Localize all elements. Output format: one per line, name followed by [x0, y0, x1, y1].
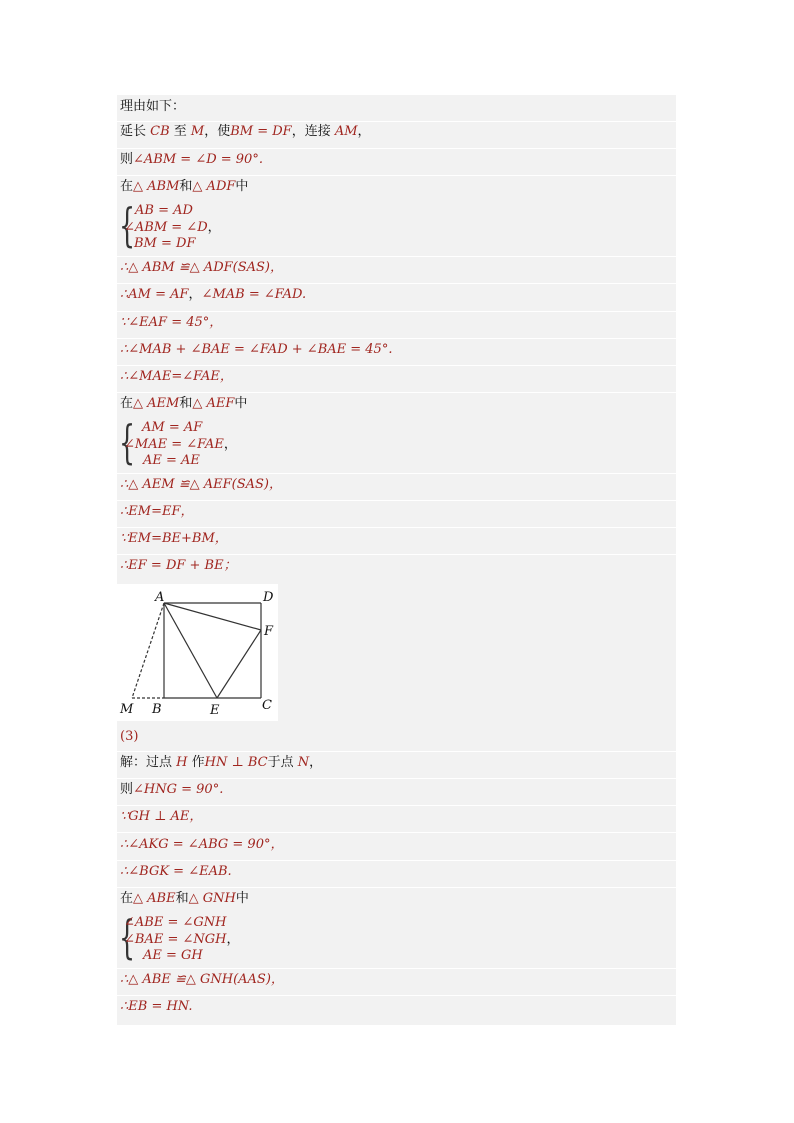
line-22: ∴△ ABE ≌△ GNH(AAS)，: [120, 972, 284, 987]
text-fragment: ，: [309, 755, 323, 770]
math-fragment: .: [258, 152, 263, 167]
equation-system: [119, 198, 319, 254]
math-fragment: CB: [150, 124, 170, 139]
line-18: ∵GH ⊥ AE，: [120, 809, 203, 824]
text-fragment: 在: [120, 891, 134, 906]
math-fragment: △ AEF: [192, 396, 235, 411]
part-number: (3): [120, 729, 139, 744]
system-row: BM = DF: [134, 236, 196, 251]
text-line: [120, 151, 263, 169]
text-line: [120, 314, 222, 332]
divider: [117, 256, 676, 257]
divider: [117, 311, 676, 312]
math-fragment: .: [219, 782, 224, 797]
math-fragment: ∠MAB = ∠FAD: [201, 287, 302, 302]
line-11: ∴△ AEM ≌△ AEF(SAS)，: [120, 477, 282, 492]
text-line: [120, 863, 232, 881]
text-fragment: 在: [120, 179, 134, 194]
line-8: ∴∠MAB + ∠BAE = ∠FAD + ∠BAE = 45°.: [120, 342, 393, 357]
math-fragment: △ ADF: [192, 179, 236, 194]
line-7: ∵∠EAF = 45°，: [120, 315, 223, 330]
text-line: [120, 781, 223, 799]
text-fragment: ，使: [204, 124, 231, 139]
text-line: [120, 476, 282, 494]
text-line: [120, 728, 138, 746]
text-line: [120, 259, 283, 277]
text-line: [120, 178, 248, 196]
line-20: ∴∠BGK = ∠EAB.: [120, 864, 232, 879]
segment-ae: [164, 603, 217, 698]
system-row: AM = AF: [142, 420, 203, 435]
text-line: [120, 286, 306, 304]
label-d: D: [263, 590, 274, 605]
text-fragment: 延长: [120, 124, 151, 139]
divider: [117, 751, 676, 752]
segment-am-dashed: [132, 603, 164, 698]
text-fragment: 和: [179, 179, 193, 194]
square-diagram: [117, 584, 278, 721]
divider: [117, 121, 676, 122]
system-row: AB = AD: [135, 203, 193, 218]
text-line: [120, 754, 322, 772]
divider: [117, 175, 676, 176]
text-line: [120, 123, 371, 141]
line-9: ∴∠MAE=∠FAE，: [120, 369, 233, 384]
divider: [117, 283, 676, 284]
text-fragment: 则: [120, 152, 134, 167]
text-fragment: 和: [179, 396, 193, 411]
text-fragment: 中: [235, 891, 249, 906]
text-fragment: 和: [175, 891, 189, 906]
divider: [117, 365, 676, 366]
system-row: AE = GH: [143, 948, 203, 963]
label-a: A: [155, 590, 165, 605]
line-23: ∴EB = HN.: [120, 999, 193, 1014]
left-brace: {: [119, 198, 136, 252]
text-line: [120, 368, 233, 386]
line-12: ∴EM=EF，: [120, 504, 194, 519]
text-line: [120, 341, 392, 359]
divider: [117, 860, 676, 861]
text-line: [120, 98, 185, 116]
math-fragment: ∠ABM = ∠D = 90°: [133, 152, 259, 167]
math-fragment: BM = DF: [230, 124, 292, 139]
text-line: [120, 395, 247, 413]
equation-system: [119, 910, 319, 966]
text-fragment: 解：过点: [120, 755, 177, 770]
text-fragment: ，: [226, 932, 240, 947]
label-c: C: [262, 698, 272, 713]
math-fragment: △ GNH: [188, 891, 236, 906]
text-fragment: 于点: [267, 755, 298, 770]
divider: [117, 473, 676, 474]
math-fragment: H: [176, 755, 188, 770]
line-1: 理由如下：: [120, 99, 186, 114]
math-fragment: M: [190, 124, 205, 139]
text-line: [120, 530, 228, 548]
label-f: F: [264, 624, 274, 639]
divider: [117, 554, 676, 555]
math-fragment: .: [302, 287, 307, 302]
divider: [117, 148, 676, 149]
label-m: M: [120, 702, 134, 717]
segment-ef: [217, 630, 261, 698]
line-5: ∴△ ABM ≌△ ADF(SAS)，: [120, 260, 283, 275]
divider: [117, 338, 676, 339]
divider: [117, 527, 676, 528]
text-fragment: 中: [235, 179, 249, 194]
divider: [117, 887, 676, 888]
divider: [117, 832, 676, 833]
divider: [117, 805, 676, 806]
line-19: ∴∠AKG = ∠ABG = 90°，: [120, 837, 284, 852]
text-fragment: 则: [120, 782, 134, 797]
math-fragment: △ ABE: [133, 891, 176, 906]
text-line: [120, 808, 202, 826]
text-line: [120, 503, 193, 521]
segment-af: [164, 603, 261, 630]
line-13: ∵EM=BE+BM，: [120, 531, 228, 546]
divider: [117, 995, 676, 996]
math-fragment: △ AEM: [133, 396, 180, 411]
system-row: ∠BAE = ∠NGH: [124, 932, 227, 947]
text-fragment: ，连接: [291, 124, 335, 139]
text-line: [120, 557, 237, 575]
text-line: [120, 971, 284, 989]
math-fragment: ∴AM = AF: [120, 287, 189, 302]
math-fragment: AM: [334, 124, 358, 139]
left-brace: {: [119, 415, 136, 469]
divider: [117, 968, 676, 969]
text-fragment: 在: [120, 396, 134, 411]
divider: [117, 392, 676, 393]
system-row: ∠ABE = ∠GNH: [124, 915, 227, 930]
system-row: ∠ABM = ∠D: [124, 220, 208, 235]
label-e: E: [210, 703, 220, 718]
divider: [117, 500, 676, 501]
text-fragment: 作: [187, 755, 205, 770]
geometry-figure: [117, 584, 278, 721]
math-fragment: ∠HNG = 90°: [133, 782, 220, 797]
system-row: AE = AE: [143, 453, 200, 468]
text-fragment: 中: [234, 396, 248, 411]
text-fragment: 至: [169, 124, 191, 139]
text-fragment: ，: [207, 220, 221, 235]
solution-panel: [117, 95, 676, 1025]
equation-system: [119, 415, 319, 471]
left-brace: {: [119, 910, 136, 964]
text-line: [120, 836, 283, 854]
text-fragment: ，: [223, 437, 237, 452]
math-fragment: △ ABM: [133, 179, 180, 194]
line-14: ∴EF = DF + BE；: [120, 558, 237, 573]
label-b: B: [152, 702, 162, 717]
text-fragment: ，: [188, 287, 202, 302]
divider: [117, 778, 676, 779]
text-line: [120, 890, 249, 908]
system-row: ∠MAE = ∠FAE: [124, 437, 224, 452]
math-fragment: HN ⊥ BC: [204, 755, 268, 770]
math-fragment: N: [297, 755, 310, 770]
text-fragment: ，: [357, 124, 371, 139]
text-line: [120, 998, 192, 1016]
